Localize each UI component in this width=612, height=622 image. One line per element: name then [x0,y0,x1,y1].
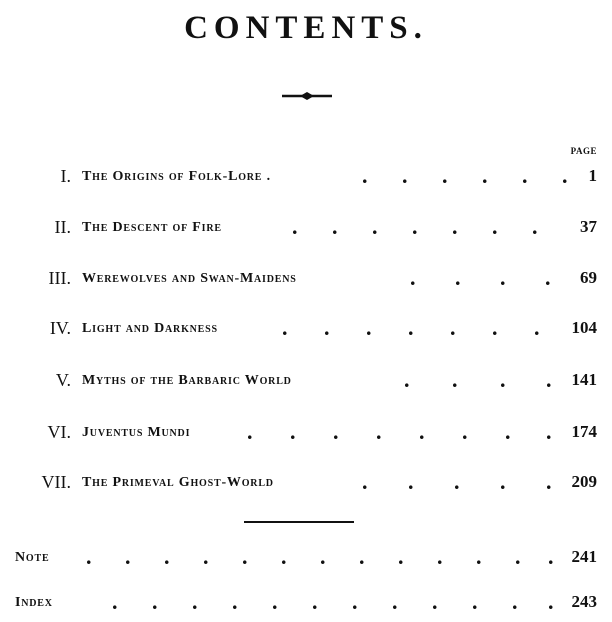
toc-entry-chapter-6[interactable]: VI. Juventus Mundi . . . . . . . . 174 [47,419,597,444]
chapter-numeral: I. [60,166,71,186]
chapter-title: Juventus Mundi [82,425,191,440]
toc-entry-chapter-3[interactable]: III. Werewolves and Swan-Maidens . . . . 69 [48,265,597,290]
chapter-title: Werewolves and Swan-Maidens [82,271,297,286]
page-number: 141 [571,370,597,389]
toc-entry-index[interactable]: Index . . . . . . . . . . . . 243 [15,589,597,614]
chapter-title: The Origins of Folk-Lore . [82,169,271,184]
toc-entry-chapter-1[interactable]: I. The Origins of Folk-Lore . . . . . . . 1 [60,163,597,188]
page-number: 1 [588,166,597,185]
page-number: 241 [571,547,597,566]
chapter-title: Myths of the Barbaric World [82,373,292,388]
ornament-divider-icon [280,90,334,102]
toc-entry-note[interactable]: Note . . . . . . . . . . . . . 241 [15,544,597,569]
toc-entry-chapter-7[interactable]: VII. The Primeval Ghost-World . . . . . 209 [41,469,597,494]
page-number: 69 [580,268,597,287]
section-divider [244,521,354,523]
page-number: 243 [571,592,597,611]
chapter-title: The Descent of Fire [82,220,222,235]
toc-entry-chapter-2[interactable]: II. The Descent of Fire . . . . . . . 37 [54,214,597,239]
chapter-title: The Primeval Ghost-World [82,475,274,490]
page-column-heading: PAGE [570,146,597,156]
chapter-numeral: VII. [41,472,71,492]
chapter-numeral: VI. [47,422,71,442]
chapter-numeral: III. [48,268,71,288]
toc-entry-chapter-4[interactable]: IV. Light and Darkness . . . . . . . 104 [49,315,597,340]
chapter-numeral: II. [54,217,71,237]
page-number: 104 [571,318,597,337]
back-matter-title: Index [15,595,53,610]
toc-entry-chapter-5[interactable]: V. Myths of the Barbaric World . . . . 141 [55,367,597,392]
page-number: 37 [580,217,597,236]
page-number: 174 [571,422,597,441]
chapter-numeral: V. [55,370,71,390]
back-matter-title: Note [15,550,50,565]
chapter-title: Light and Darkness [82,321,218,336]
chapter-numeral: IV. [49,318,71,338]
page-number: 209 [571,472,597,491]
page-title: CONTENTS. [184,10,428,46]
